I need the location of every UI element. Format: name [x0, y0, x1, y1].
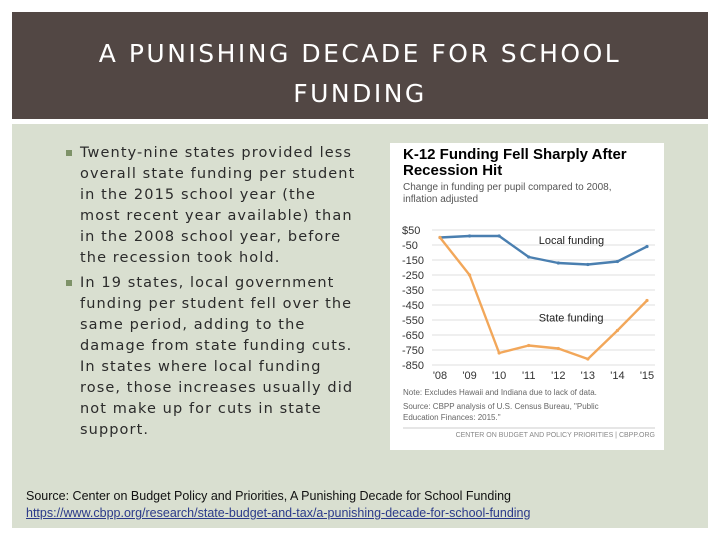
data-point: [468, 234, 471, 237]
chart-title-line-2: Recession Hit: [403, 162, 503, 179]
y-tick-label: -550: [402, 315, 425, 327]
x-tick-label: '14: [610, 370, 625, 382]
source-citation: [26, 488, 530, 522]
series-label-state: State funding: [538, 312, 604, 325]
y-tick-label: -450: [402, 300, 425, 312]
source-text: Source: Center on Budget Policy and Priorities, A Punishing Decade for School Funding: [26, 489, 512, 503]
data-point: [616, 329, 619, 332]
data-point: [527, 344, 530, 347]
chart-image: [390, 143, 664, 450]
source-link[interactable]: https://www.cbpp.org/research/state-budget-and-tax/a-punishing-decade-for-school-funding: [26, 506, 531, 520]
chart-subtitle-line-2: inflation adjusted: [403, 194, 479, 205]
bullet-item: [66, 273, 356, 441]
chart-source-line-2: Education Finances: 2015.": [403, 413, 501, 422]
data-point: [498, 351, 501, 354]
chart-source-line-1: Source: CBPP analysis of U.S. Census Bureau, "Public: [403, 402, 599, 411]
y-tick-label: -650: [402, 330, 425, 342]
y-tick-label: -850: [402, 360, 425, 372]
chart-subtitle-line-1: Change in funding per pupil compared to 2008,: [403, 182, 612, 193]
bullet-text: In 19 states, local government funding per student fell over the same period, adding to the damage from state funding cuts. In states where local funding rose, those increases usually did not make up for cuts in state support.: [80, 275, 354, 438]
data-point: [438, 236, 441, 239]
y-tick-label: -50: [402, 240, 418, 252]
bullet-item: [66, 143, 356, 269]
data-point: [616, 260, 619, 263]
y-tick-label: $50: [402, 225, 421, 237]
data-point: [527, 255, 530, 258]
title-bar: [12, 12, 708, 119]
bullet-list: [66, 143, 356, 445]
x-tick-label: '13: [580, 370, 596, 382]
y-tick-label: -350: [402, 285, 425, 297]
y-tick-label: -750: [402, 345, 425, 357]
x-tick-label: '08: [432, 370, 448, 382]
x-tick-label: '11: [521, 370, 536, 382]
funding-chart: [390, 143, 664, 450]
x-tick-label: '15: [639, 370, 655, 382]
data-point: [557, 261, 560, 264]
data-point: [498, 234, 501, 237]
data-point: [557, 347, 560, 350]
data-point: [586, 263, 589, 266]
chart-note: Note: Excludes Hawaii and Indiana due to lack of data.: [403, 388, 597, 397]
data-point: [645, 245, 648, 248]
x-tick-label: '10: [491, 370, 507, 382]
series-label-local: Local funding: [538, 235, 605, 247]
bullet-square-icon: [66, 280, 72, 286]
bullet-square-icon: [66, 150, 72, 156]
y-tick-label: -250: [402, 270, 425, 282]
x-tick-label: '09: [462, 370, 477, 382]
data-point: [586, 357, 589, 360]
slide-title: A PUNISHING DECADE FOR SCHOOL FUNDING: [98, 39, 622, 108]
chart-footer: CENTER ON BUDGET AND POLICY PRIORITIES | CBPP.ORG: [455, 432, 655, 439]
series-line-state: [440, 238, 647, 360]
data-point: [645, 299, 648, 302]
x-tick-label: '12: [551, 370, 566, 382]
chart-title-line-1: K-12 Funding Fell Sharply After: [403, 146, 627, 163]
y-tick-label: -150: [402, 255, 425, 267]
bullet-text: Twenty-nine states provided less overall state funding per student in the 2015 school year (the most recent year available) than in the 2008 school year, before the recession took hold.: [80, 145, 356, 266]
data-point: [468, 273, 471, 276]
